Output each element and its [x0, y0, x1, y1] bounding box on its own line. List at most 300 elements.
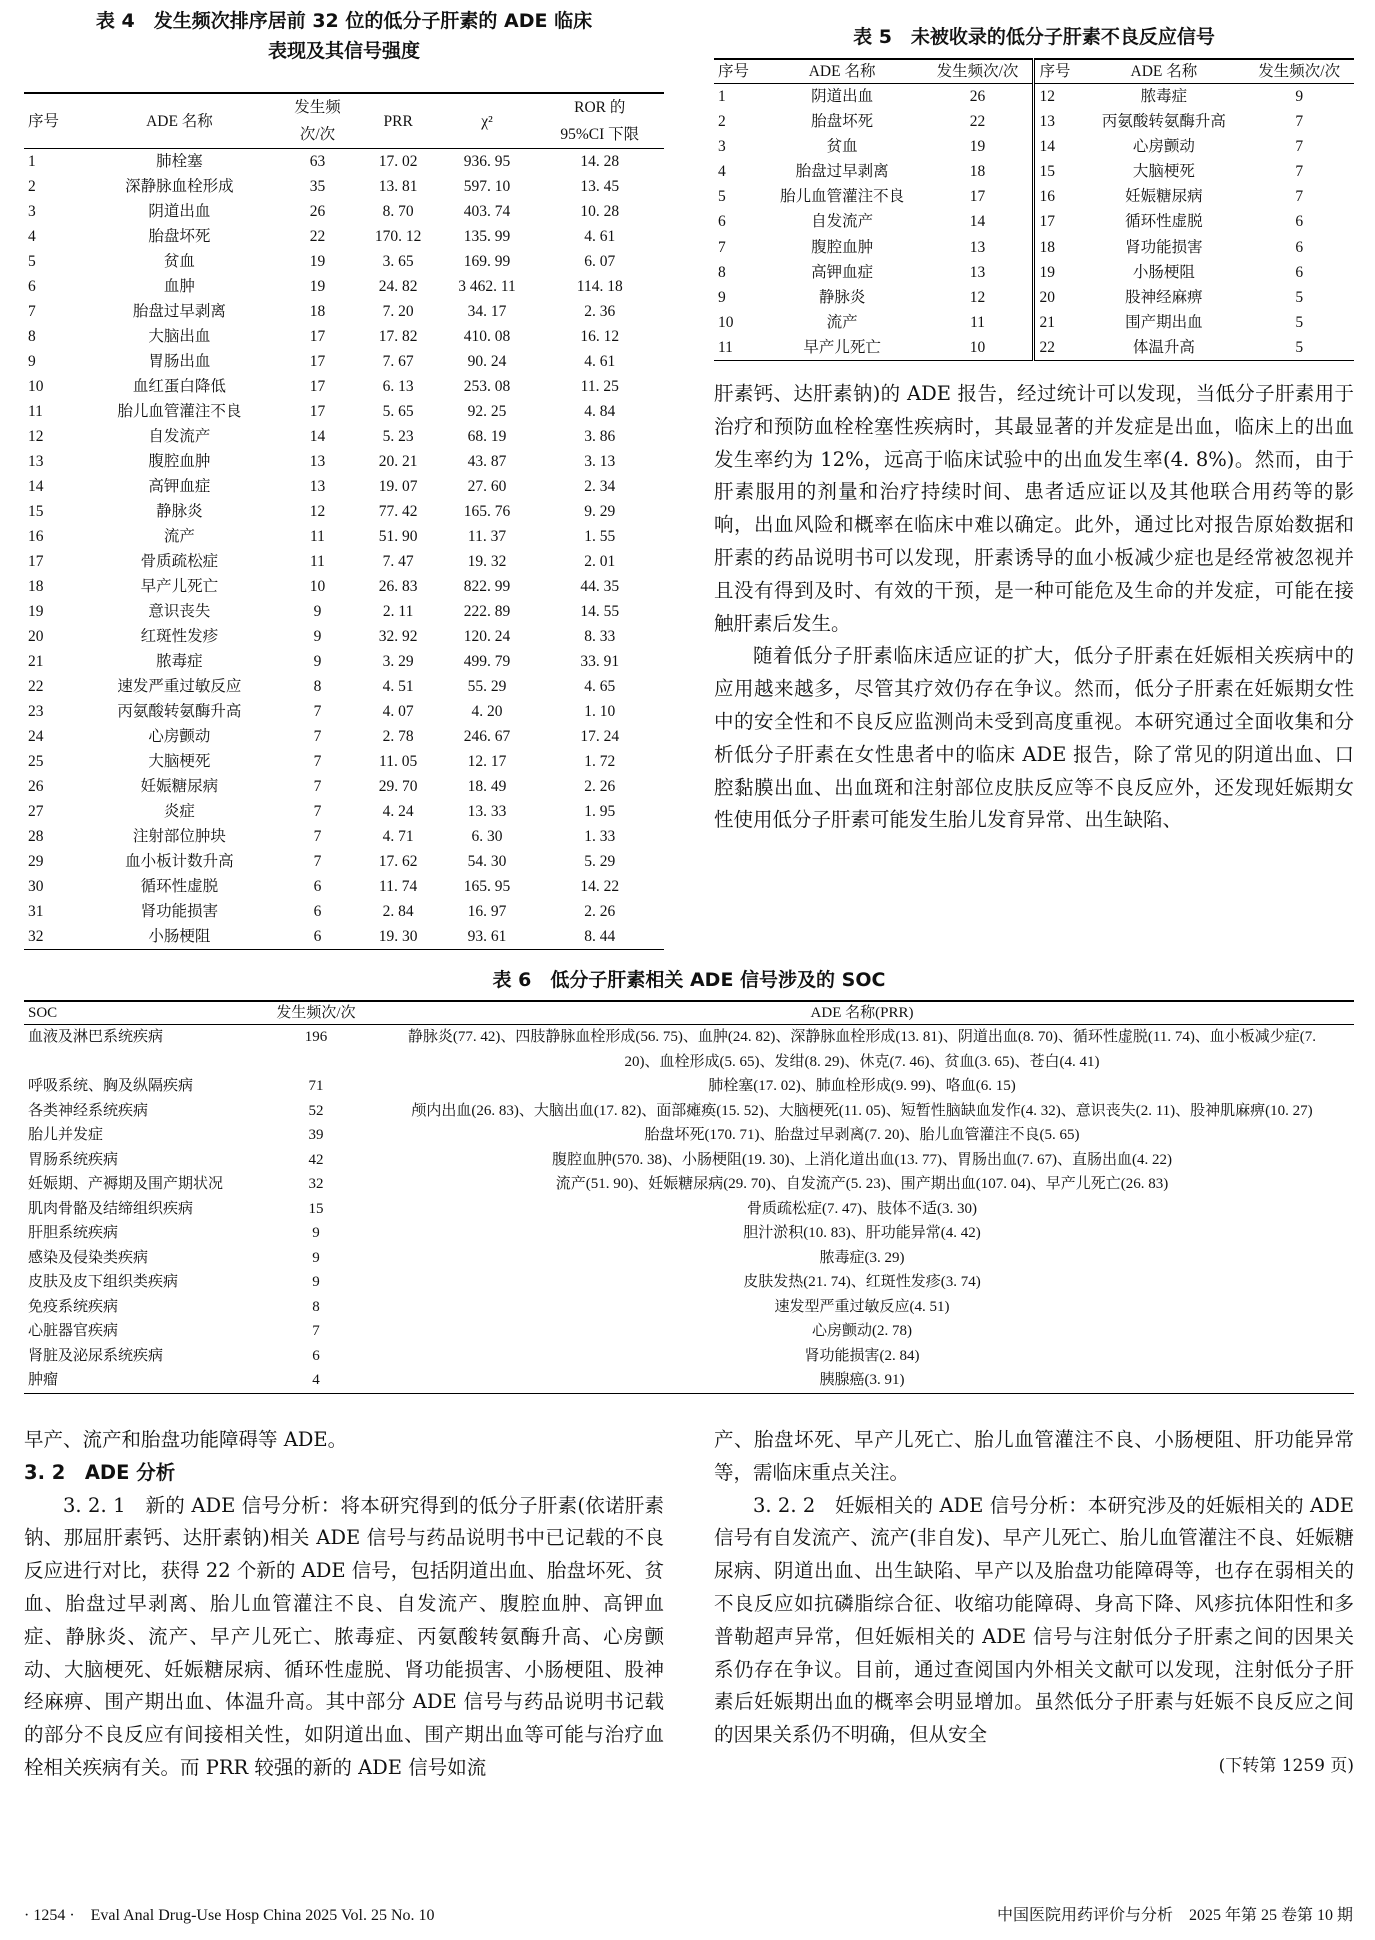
t6-cell-freq: 42	[308, 1151, 324, 1168]
t4-cell-ade: 贫血	[163, 253, 195, 270]
t4-cell-chi: 54. 30	[467, 853, 507, 870]
table4-caption	[24, 6, 664, 66]
t5-cell-ade: 心房颤动	[1132, 138, 1195, 156]
t6-cell-ade: 胰腺癌(3. 91)	[819, 1372, 905, 1388]
t4-cell-ror: 11. 25	[580, 378, 619, 395]
t4-cell-ror: 1. 72	[584, 753, 616, 770]
table-row	[24, 1295, 1354, 1320]
t4-cell-no: 29	[28, 853, 44, 870]
t6-cell-soc: 肝胆系统疾病	[28, 1225, 119, 1241]
t5-cell-freq: 7	[1295, 188, 1304, 206]
t4-cell-chi: 93. 61	[467, 928, 507, 945]
t4-cell-ade: 循环性虚脱	[140, 878, 219, 895]
t5-cell-freq: 6	[1295, 263, 1304, 281]
t5-cell-ade: 自发流产	[811, 213, 874, 231]
t6-cell-ade: 速发型严重过敏反应(4. 51)	[774, 1298, 950, 1315]
t4-cell-ade: 红斑性发疹	[140, 628, 219, 645]
t4-cell-no: 16	[28, 528, 44, 545]
t4-cell-freq: 7	[313, 803, 322, 820]
t6-cell-soc: 免疫系统疾病	[28, 1298, 119, 1315]
table4-body	[24, 149, 664, 950]
t5-cell-no: 2	[718, 113, 726, 131]
paragraph: 3. 2. 2 妊娠相关的 ADE 信号分析：本研究涉及的妊娠相关的 ADE 信号有自发流产、流产(非自发)、早产儿死亡、胎儿血管灌注不良、妊娠糖尿病、阴道出血、出生缺陷、早产以及胎盘功能障碍等，也存在弱相关的不良反应如抗磷脂综合征、收缩功能障碍、身高下降、风疹抗体阳性和多普勒超声异常，但妊娠相关的 ADE 信号与注射低分子肝素之间的因果关系仍存在争议。目前，通过查阅国内外相关文献可以发现，注射低分子肝素后妊娠期出血的概率会明显增加。虽然低分子肝素与妊娠不良反应之间的因果关系仍不明确，但从安全	[714, 1493, 1354, 1747]
t4-cell-freq: 63	[309, 153, 326, 170]
t4-cell-prr: 2. 78	[382, 728, 414, 745]
t4-cell-ror: 2. 26	[584, 778, 616, 795]
t5-header-no: 序号	[714, 59, 762, 84]
t4-cell-no: 26	[28, 778, 44, 795]
t4-cell-ror: 1. 33	[584, 828, 616, 845]
t5-cell-freq: 10	[969, 338, 986, 356]
t4-cell-chi: 34. 17	[467, 303, 507, 320]
t4-cell-chi: 68. 19	[467, 428, 507, 445]
t6-cell-ade: 颅内出血(26. 83)、大脑出血(17. 82)、面部瘫痪(15. 52)、大脑梗死(11. 05)、短暂性脑缺血发作(4. 32)、意识丧失(2. 11)、股神肌麻痹(10. 27)	[411, 1102, 1313, 1119]
table-row	[24, 249, 664, 274]
t4-header-ror: ROR 的 95%CI 下限	[536, 93, 665, 149]
t4-cell-chi: 253. 08	[463, 378, 511, 395]
t4-cell-ade: 血红蛋白降低	[132, 378, 226, 395]
t5-cell-freq: 5	[1295, 288, 1304, 306]
footer-right: 中国医院用药评价与分析 2025 年第 25 卷第 10 期	[996, 1907, 1353, 1924]
t6-cell-soc: 皮肤及皮下组织类疾病	[28, 1274, 179, 1290]
table-row	[24, 399, 664, 424]
table-row	[24, 1123, 1354, 1148]
t4-cell-no: 11	[28, 403, 43, 420]
t4-cell-freq: 19	[309, 278, 326, 295]
table-row	[714, 285, 1354, 310]
t4-cell-no: 2	[28, 178, 36, 195]
t4-cell-ade: 心房颤动	[148, 728, 211, 745]
t4-cell-freq: 7	[313, 728, 322, 745]
t4-cell-ade: 高钾血症	[148, 478, 211, 495]
t6-cell-ade: 心房颤动(2. 78)	[812, 1323, 912, 1339]
t4-cell-prr: 19. 30	[378, 928, 418, 945]
t4-cell-no: 24	[28, 728, 44, 745]
t6-cell-soc: 妊娠期、产褥期及围产期状况	[28, 1176, 224, 1192]
t4-cell-ror: 8. 44	[584, 928, 616, 945]
t4-cell-ade: 大脑出血	[148, 328, 211, 345]
table-row	[24, 1368, 1354, 1393]
t4-cell-prr: 11. 05	[379, 753, 418, 770]
t4-cell-freq: 7	[313, 703, 322, 720]
t4-cell-prr: 26. 83	[378, 578, 418, 595]
t4-cell-ade: 妊娠糖尿病	[140, 778, 219, 795]
t5-cell-freq: 22	[969, 113, 986, 131]
t4-header-prr: PRR	[358, 93, 439, 149]
t4-cell-freq: 9	[313, 653, 322, 670]
t6-cell-ade: 骨质疏松症(7. 47)、肢体不适(3. 30)	[747, 1200, 977, 1217]
table-row	[24, 1344, 1354, 1369]
t5-header-freq-2: 发生频次/次	[1244, 59, 1354, 84]
t5-header-ade: ADE 名称	[762, 59, 923, 84]
table-row	[24, 824, 664, 849]
table-row	[714, 109, 1354, 134]
t5-cell-no: 3	[718, 138, 726, 156]
t4-cell-ade: 深静脉血栓形成	[125, 178, 234, 195]
t5-cell-no: 12	[1034, 84, 1083, 110]
t4-cell-ror: 3. 13	[584, 453, 616, 470]
t4-cell-chi: 135. 99	[463, 228, 511, 245]
t4-cell-ror: 5. 29	[584, 853, 616, 870]
paragraph: 肝素钙、达肝素钠)的 ADE 报告，经过统计可以发现，当低分子肝素用于治疗和预防血栓栓塞性疾病时，其最显著的并发症是出血，临床上的出血发生率约为 12%，远高于临床试验中的出血发生率(4. 8%)。然而，由于肝素服用的剂量和治疗持续时间、患者适应证以及其他联合用药等的影响，出血风险和概率在临床中难以确定。此外，通过比对报告原始数据和肝素的药品说明书可以发现，肝素诱导的血小板减少症也是经常被忽视并且没有得到及时、有效的干预，是一种可能危及生命的并发症，可能在接触肝素后发生。	[714, 382, 1354, 635]
t4-cell-ade: 胎儿血管灌注不良	[117, 403, 242, 420]
table-row	[24, 349, 664, 374]
t5-cell-freq: 13	[969, 263, 986, 281]
t4-cell-ror: 2. 26	[584, 903, 616, 920]
t4-cell-ade: 静脉炎	[156, 503, 203, 520]
t6-cell-freq: 6	[312, 1347, 320, 1364]
table-row	[24, 224, 664, 249]
table-row	[24, 474, 664, 499]
t4-cell-freq: 17	[309, 328, 326, 345]
t4-cell-chi: 165. 95	[463, 878, 511, 895]
t4-cell-no: 13	[28, 453, 44, 470]
t4-cell-freq: 13	[309, 478, 326, 495]
table-row	[714, 260, 1354, 285]
t4-cell-ror: 14. 22	[580, 878, 620, 895]
t5-cell-ade: 腹腔血肿	[811, 238, 874, 256]
t4-cell-prr: 2. 84	[382, 903, 414, 920]
t4-cell-freq: 14	[309, 428, 326, 445]
t4-cell-ror: 14. 55	[580, 603, 620, 620]
t6-cell-ade: 静脉炎(77. 42)、四肢静脉血栓形成(56. 75)、血肿(24. 82)、深静脉血栓形成(13. 81)、阴道出血(8. 70)、循环性虚脱(11. 74)、血小板减少症(7. 20)、血栓形成(5. 65)、发绀(8. 29)、休克(7. 46)、贫血(3. 65)、苍白(4. 41)	[407, 1029, 1317, 1070]
t4-cell-ade: 炎症	[163, 803, 195, 820]
table-row	[24, 749, 664, 774]
t4-cell-prr: 51. 90	[378, 528, 418, 545]
t4-cell-chi: 120. 24	[463, 628, 511, 645]
t4-cell-no: 18	[28, 578, 44, 595]
t4-cell-prr: 32. 92	[378, 628, 418, 645]
t5-cell-ade: 胎盘过早剥离	[795, 163, 889, 181]
t5-cell-no: 14	[1034, 134, 1083, 159]
t4-cell-freq: 7	[313, 753, 322, 770]
table-row	[24, 274, 664, 299]
t5-cell-ade: 股神经麻痹	[1125, 288, 1203, 306]
t4-cell-no: 31	[28, 903, 44, 920]
table-row	[24, 724, 664, 749]
t5-cell-ade: 脓毒症	[1140, 88, 1188, 105]
t4-cell-chi: 92. 25	[467, 403, 507, 420]
t4-cell-ror: 4. 61	[584, 228, 616, 245]
t6-cell-ade: 脓毒症(3. 29)	[819, 1249, 905, 1266]
table-row	[24, 1270, 1354, 1295]
t4-cell-freq: 9	[313, 603, 322, 620]
t6-cell-freq: 32	[308, 1176, 324, 1192]
t5-cell-ade: 体温升高	[1132, 338, 1195, 356]
t5-cell-no: 8	[718, 263, 726, 281]
t4-cell-no: 27	[28, 803, 44, 820]
table-row	[24, 1319, 1354, 1344]
t4-cell-chi: 18. 49	[467, 778, 507, 795]
t4-cell-prr: 11. 74	[379, 878, 418, 895]
t4-cell-prr: 13. 81	[378, 178, 418, 195]
t4-cell-chi: 16. 97	[467, 903, 507, 920]
table-row	[24, 1172, 1354, 1197]
t5-header-ade-2: ADE 名称	[1083, 59, 1244, 84]
t4-cell-ror: 8. 33	[584, 628, 616, 645]
t5-cell-freq: 9	[1295, 88, 1304, 105]
t5-cell-no: 21	[1034, 310, 1083, 335]
t4-header-no: 序号	[24, 93, 82, 149]
table-row	[24, 299, 664, 324]
table-row	[714, 84, 1354, 110]
t4-cell-ror: 6. 07	[584, 253, 616, 270]
table-row	[24, 524, 664, 549]
table-row	[24, 149, 664, 175]
t5-cell-freq: 14	[969, 213, 986, 231]
t6-header-ade: ADE 名称(PRR)	[370, 1001, 1354, 1025]
t4-cell-prr: 7. 67	[382, 353, 414, 370]
t4-cell-no: 28	[28, 828, 44, 845]
t5-cell-ade: 小肠梗阻	[1132, 263, 1195, 281]
t4-cell-freq: 17	[309, 353, 326, 370]
t5-cell-freq: 11	[970, 313, 985, 331]
t5-cell-no: 19	[1034, 260, 1083, 285]
t4-cell-ror: 44. 35	[580, 578, 620, 595]
t5-cell-no: 22	[1034, 335, 1083, 361]
t4-cell-prr: 4. 24	[382, 803, 414, 820]
t6-cell-soc: 肿瘤	[28, 1372, 59, 1388]
t5-cell-freq: 7	[1295, 138, 1304, 156]
table-row	[24, 424, 664, 449]
t4-cell-no: 10	[28, 378, 44, 395]
t5-cell-freq: 7	[1295, 113, 1304, 131]
table-row	[24, 1074, 1354, 1099]
table6-caption: 表 6 低分子肝素相关 ADE 信号涉及的 SOC	[492, 969, 886, 991]
t4-cell-ror: 13. 45	[580, 178, 620, 195]
t4-cell-chi: 597. 10	[463, 178, 511, 195]
t5-header-no-2: 序号	[1034, 59, 1083, 84]
t4-cell-no: 23	[28, 703, 44, 720]
t4-cell-no: 5	[28, 253, 36, 270]
t6-cell-soc: 心脏器官疾病	[28, 1323, 119, 1339]
table-row	[714, 335, 1354, 361]
t4-cell-ade: 注射部位肿块	[132, 828, 226, 845]
t4-cell-ror: 17. 24	[580, 728, 620, 745]
table-row	[24, 1197, 1354, 1222]
t4-cell-prr: 24. 82	[378, 278, 418, 295]
t4-cell-prr: 170. 12	[374, 228, 422, 245]
t5-cell-freq: 17	[969, 188, 986, 206]
t4-cell-no: 25	[28, 753, 44, 770]
t5-cell-ade: 阴道出血	[811, 88, 874, 105]
t5-cell-ade: 大脑梗死	[1132, 163, 1195, 181]
t6-cell-soc: 肾脏及泌尿系统疾病	[28, 1347, 164, 1364]
t4-cell-no: 8	[28, 328, 36, 345]
t4-cell-ror: 14. 28	[580, 153, 620, 170]
t5-cell-freq: 6	[1295, 213, 1304, 231]
t4-cell-ade: 胎盘坏死	[148, 228, 211, 245]
table-row	[24, 499, 664, 524]
t5-cell-no: 18	[1034, 235, 1083, 260]
t4-cell-chi: 90. 24	[467, 353, 507, 370]
t6-cell-soc: 肌肉骨骼及结缔组织疾病	[28, 1200, 194, 1217]
t5-cell-ade: 丙氨酸转氨酶升高	[1101, 113, 1226, 131]
t5-cell-ade: 胎儿血管灌注不良	[780, 188, 905, 206]
t4-cell-no: 14	[28, 478, 44, 495]
t4-cell-freq: 35	[309, 178, 326, 195]
t5-cell-ade: 静脉炎	[818, 288, 866, 306]
continued-note: (下转第 1259 页)	[1218, 1755, 1354, 1776]
t4-cell-chi: 6. 30	[471, 828, 503, 845]
t6-cell-freq: 71	[308, 1078, 324, 1094]
t4-cell-prr: 7. 47	[382, 553, 414, 570]
t4-cell-ror: 2. 34	[584, 478, 616, 495]
t4-cell-ade: 骨质疏松症	[140, 553, 219, 570]
table-row	[24, 549, 664, 574]
t4-cell-ade: 肾功能损害	[140, 903, 219, 920]
t4-cell-ror: 4. 84	[584, 403, 616, 420]
table-row	[24, 199, 664, 224]
t6-cell-freq: 15	[308, 1200, 324, 1217]
t4-cell-chi: 246. 67	[463, 728, 511, 745]
t6-cell-freq: 9	[312, 1249, 320, 1266]
t4-cell-prr: 7. 20	[382, 303, 414, 320]
table-row	[24, 899, 664, 924]
t4-cell-freq: 7	[313, 778, 322, 795]
t6-cell-ade: 肺栓塞(17. 02)、肺血栓形成(9. 99)、咯血(6. 15)	[708, 1078, 1016, 1094]
t4-cell-no: 1	[28, 153, 36, 170]
table-row	[24, 1148, 1354, 1173]
t4-cell-no: 15	[28, 503, 44, 520]
table-row	[24, 799, 664, 824]
t4-cell-ror: 9. 29	[584, 503, 616, 520]
t4-cell-freq: 22	[309, 228, 326, 245]
table-row	[714, 184, 1354, 209]
t4-cell-chi: 4. 20	[471, 703, 503, 720]
t4-cell-chi: 165. 76	[463, 503, 511, 520]
t6-cell-freq: 7	[312, 1323, 320, 1339]
t4-cell-freq: 7	[313, 853, 322, 870]
t6-cell-freq: 9	[312, 1225, 320, 1241]
t4-cell-ade: 胃肠出血	[148, 353, 211, 370]
t4-cell-chi: 19. 32	[467, 553, 507, 570]
t6-cell-freq: 9	[312, 1274, 320, 1290]
table-row	[24, 874, 664, 899]
t5-cell-ade: 高钾血症	[811, 263, 874, 281]
t5-cell-ade: 围产期出血	[1125, 313, 1203, 331]
paragraph: 随着低分子肝素临床适应证的扩大，低分子肝素在妊娠相关疾病中的应用越来越多，尽管其疗效仍存在争议。然而，低分子肝素在妊娠期女性中的安全性和不良反应监测尚未受到高度重视。本研究通过全面收集和分析低分子肝素在女性患者中的临床 ADE 报告，除了常见的阴道出血、口腔黏膜出血、出血斑和注射部位皮肤反应等不良反应外，还发现妊娠期女性使用低分子肝素可能发生胎儿发育异常、出生缺陷、	[714, 644, 1354, 832]
t4-cell-chi: 55. 29	[467, 678, 507, 695]
table4	[24, 92, 664, 950]
t4-cell-freq: 18	[309, 303, 326, 320]
t5-cell-no: 9	[718, 288, 726, 306]
t4-cell-prr: 4. 71	[382, 828, 414, 845]
t4-cell-ade: 早产儿死亡	[140, 578, 219, 595]
t4-cell-no: 4	[28, 228, 36, 245]
t4-cell-chi: 12. 17	[467, 753, 507, 770]
t4-cell-freq: 9	[313, 628, 322, 645]
t5-header-freq: 发生频次/次	[923, 59, 1034, 84]
table-row	[714, 235, 1354, 260]
t4-cell-ade: 肺栓塞	[156, 153, 203, 170]
t4-cell-chi: 3 462. 11	[458, 278, 516, 295]
t6-cell-freq: 196	[304, 1029, 328, 1045]
t6-cell-freq: 52	[308, 1102, 324, 1119]
t4-cell-freq: 13	[309, 453, 326, 470]
table6-body	[24, 1025, 1354, 1394]
t4-cell-ade: 流产	[163, 528, 195, 545]
table-row	[24, 624, 664, 649]
t4-cell-ror: 4. 65	[584, 678, 616, 695]
t6-cell-ade: 腹腔血肿(570. 38)、小肠梗阻(19. 30)、上消化道出血(13. 77)、胃肠出血(7. 67)、直肠出血(4. 22)	[552, 1151, 1172, 1168]
t6-cell-freq: 4	[312, 1372, 320, 1388]
t4-cell-prr: 29. 70	[378, 778, 418, 795]
t5-cell-freq: 19	[969, 138, 986, 156]
table6	[24, 1000, 1354, 1394]
t5-cell-no: 1	[718, 88, 726, 105]
t4-cell-ade: 血小板计数升高	[125, 853, 234, 870]
t4-cell-ade: 胎盘过早剥离	[132, 303, 226, 320]
t4-cell-freq: 17	[309, 403, 326, 420]
t5-cell-no: 15	[1034, 159, 1083, 184]
t6-cell-soc: 呼吸系统、胸及纵隔疾病	[28, 1078, 194, 1094]
t4-cell-chi: 410. 08	[463, 328, 511, 345]
section-heading: 3. 2 ADE 分析	[24, 1460, 176, 1484]
t5-cell-no: 13	[1034, 109, 1083, 134]
t4-cell-freq: 17	[309, 378, 326, 395]
paragraph: 3. 2. 1 新的 ADE 信号分析：将本研究得到的低分子肝素(依诺肝素钠、那屈肝素钙、达肝素钠)相关 ADE 信号与药品说明书中已记载的不良反应进行对比，获得 22 个新的 ADE 信号，包括阴道出血、胎盘坏死、贫血、胎盘过早剥离、胎儿血管灌注不良、自发流产、腹腔血肿、高钾血症、静脉炎、流产、早产儿死亡、脓毒症、丙氨酸转氨酶升高、心房颤动、大脑梗死、妊娠糖尿病、循环性虚脱、肾功能损害、小肠梗阻、股神经麻痹、围产期出血、体温升高。其中部分 ADE 信号与药品说明书记载的部分不良反应有间接相关性，如阴道出血、围产期出血等可能与治疗血栓相关疾病有关。而 PRR 较强的新的 ADE 信号如流	[24, 1493, 664, 1779]
t6-cell-ade: 胎盘坏死(170. 71)、胎盘过早剥离(7. 20)、胎儿血管灌注不良(5. 65)	[644, 1127, 1080, 1143]
t4-cell-freq: 6	[313, 928, 322, 945]
t4-cell-ade: 大脑梗死	[148, 753, 211, 770]
t6-cell-ade: 皮肤发热(21. 74)、红斑性发疹(3. 74)	[743, 1274, 981, 1290]
t4-cell-prr: 19. 07	[378, 478, 418, 495]
t4-cell-chi: 27. 60	[467, 478, 507, 495]
table4-caption-line2: 表现及其信号强度	[267, 40, 420, 62]
t4-cell-prr: 6. 13	[382, 378, 414, 395]
t4-cell-ade: 腹腔血肿	[148, 453, 211, 470]
table-row	[24, 674, 664, 699]
t4-cell-freq: 10	[309, 578, 326, 595]
t4-cell-freq: 8	[313, 678, 322, 695]
t4-cell-ror: 1. 55	[584, 528, 616, 545]
t4-cell-ror: 1. 10	[584, 703, 616, 720]
t5-cell-ade: 循环性虚脱	[1125, 213, 1203, 231]
t4-cell-ror: 114. 18	[576, 278, 623, 295]
t4-cell-ror: 33. 91	[580, 653, 620, 670]
t5-cell-no: 11	[718, 338, 733, 356]
table-row	[24, 449, 664, 474]
t4-cell-no: 17	[28, 553, 44, 570]
t4-cell-freq: 7	[313, 828, 322, 845]
t4-cell-prr: 5. 65	[382, 403, 414, 420]
left-column-bottom-text	[24, 1424, 664, 1785]
t4-cell-prr: 3. 65	[382, 253, 414, 270]
table-row	[24, 699, 664, 724]
t6-cell-freq: 39	[308, 1127, 324, 1143]
t4-cell-ade: 阴道出血	[148, 203, 211, 220]
t5-cell-no: 17	[1034, 209, 1083, 234]
t4-cell-ade: 小肠梗阻	[148, 928, 211, 945]
t4-cell-ror: 16. 12	[580, 328, 620, 345]
table-row	[714, 209, 1354, 234]
table-row	[24, 1221, 1354, 1246]
table-row	[24, 924, 664, 950]
t4-cell-prr: 4. 51	[382, 678, 414, 695]
t4-cell-ror: 1. 95	[584, 803, 616, 820]
t5-cell-no: 4	[718, 163, 726, 181]
right-column-top-text	[714, 378, 1354, 837]
t4-cell-ror: 3. 86	[584, 428, 616, 445]
table-row	[24, 599, 664, 624]
t5-cell-no: 10	[718, 313, 734, 331]
table5-caption: 表 5 未被收录的低分子肝素不良反应信号	[853, 26, 1215, 48]
t5-cell-ade: 胎盘坏死	[811, 113, 874, 131]
t4-cell-freq: 12	[309, 503, 326, 520]
t4-cell-chi: 43. 87	[467, 453, 507, 470]
t5-cell-ade: 早产儿死亡	[803, 338, 881, 356]
